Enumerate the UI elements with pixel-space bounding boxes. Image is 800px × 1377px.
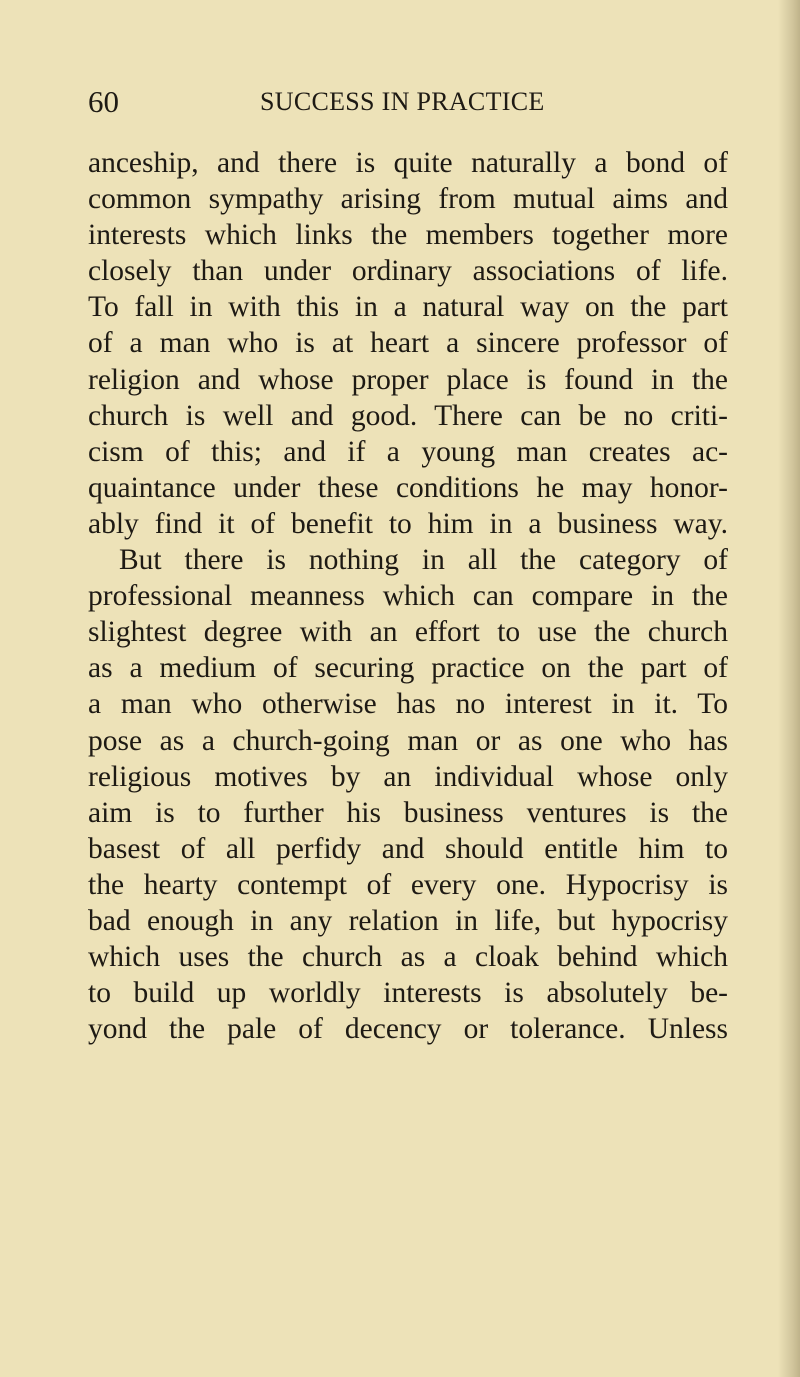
text-line: aim is to further his business ventures is the	[88, 796, 728, 829]
text-line: To fall in with this in a natural way on the part	[88, 291, 728, 324]
text-line: ably find it of benefit to him in a business way.	[88, 507, 728, 540]
text-line: as a medium of securing practice on the part of	[88, 652, 728, 685]
text-line: which uses the church as a cloak behind which	[88, 941, 728, 974]
text-line: anceship, and there is quite naturally a bond of	[88, 147, 728, 179]
text-line: common sympathy arising from mutual aims and	[88, 183, 728, 216]
page-edge-shadow	[778, 0, 800, 1377]
text-line: interests which links the members together more	[88, 219, 728, 252]
running-head: SUCCESS IN PRACTICE	[260, 87, 545, 116]
text-line: religious motives by an individual whose only	[88, 760, 728, 793]
text-line: quaintance under these conditions he may honor-	[88, 471, 728, 504]
text-line: basest of all perfidy and should entitle him to	[88, 832, 728, 865]
text-line: pose as a church-going man or as one who has	[88, 724, 728, 757]
text-line: yond the pale of decency or tolerance. Unless	[88, 1013, 728, 1046]
page-header	[88, 82, 728, 122]
text-line: the hearty contempt of every one. Hypocrisy is	[88, 868, 728, 901]
text-line: slightest degree with an effort to use the church	[88, 616, 728, 649]
text-line: professional meanness which can compare in the	[88, 580, 728, 613]
text-line: a man who otherwise has no interest in it. To	[88, 688, 728, 721]
text-line: religion and whose proper place is found in the	[88, 363, 728, 396]
page-number: 60	[88, 84, 119, 119]
text-line: church is well and good. There can be no criti-	[88, 399, 728, 432]
text-line: cism of this; and if a young man creates ac-	[88, 435, 728, 468]
text-line: closely than under ordinary associations of life.	[88, 255, 728, 288]
paragraph-first-line: But there is nothing in all the category of	[119, 544, 728, 577]
text-line: to build up worldly interests is absolutely be-	[88, 977, 728, 1010]
body-text	[88, 145, 728, 1047]
text-line: bad enough in any relation in life, but hypocrisy	[88, 904, 728, 937]
text-line: of a man who is at heart a sincere professor of	[88, 327, 728, 360]
